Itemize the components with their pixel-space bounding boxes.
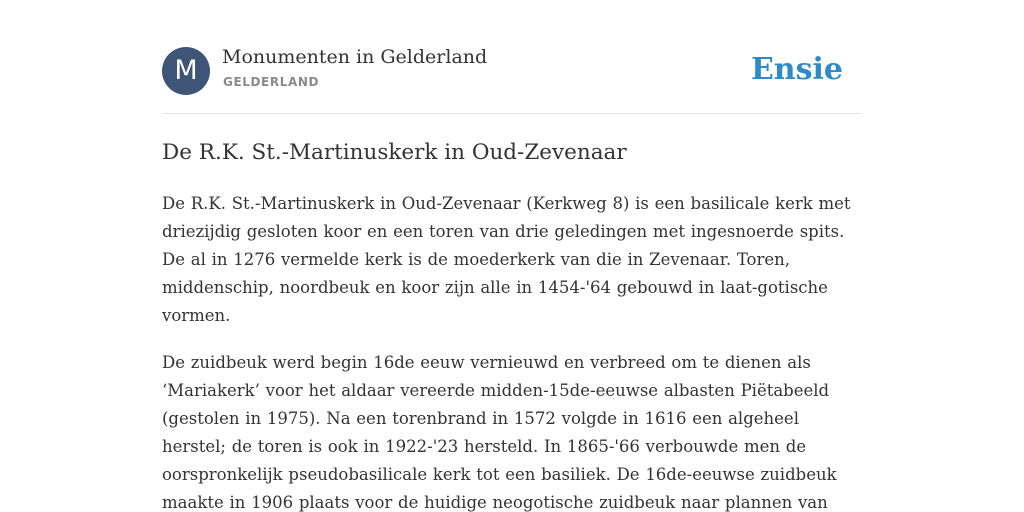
header bbox=[162, 46, 862, 98]
article-paragraph: De zuidbeuk werd begin 16de eeuw vernieuwd en verbreed om te dienen als ‘Mariakerk’ voor het aldaar vereerde midden-15de-eeuwse albasten Piëtabeeld (gestolen in 1975). Na een torenbrand in 1572 volgde in 1616 een algeheel herstel; de toren is ook in 1922-'23 hersteld. In 1865-'66 verbouwde men de oorspronkelijk pseudobasilicale kerk tot een basiliek. De 16de-eeuwse zuidbeuk maakte in 1906 plaats voor de huidige neogotische zuidbeuk naar plannen van bbox=[162, 353, 837, 512]
collection-subtitle[interactable]: GELDERLAND bbox=[223, 75, 320, 89]
avatar[interactable]: M bbox=[162, 47, 210, 95]
divider bbox=[162, 113, 862, 114]
collection-title[interactable]: Monumenten in Gelderland bbox=[222, 46, 488, 68]
article-paragraph: De R.K. St.-Martinuskerk in Oud-Zevenaar (Kerkweg 8) is een basilicale kerk met driezijdig gesloten koor en een toren van drie geledingen met ingesnoerde spits. De al in 1276 vermelde kerk is de moederkerk van die in Zevenaar. Toren, middenschip, noordbeuk en koor zijn alle in 1454-'64 gebouwd in laat-gotische vormen. bbox=[162, 194, 851, 325]
brand-logo[interactable]: Ensie bbox=[750, 52, 843, 87]
article-body bbox=[162, 190, 862, 512]
article-title: De R.K. St.-Martinuskerk in Oud-Zevenaar bbox=[162, 140, 627, 165]
